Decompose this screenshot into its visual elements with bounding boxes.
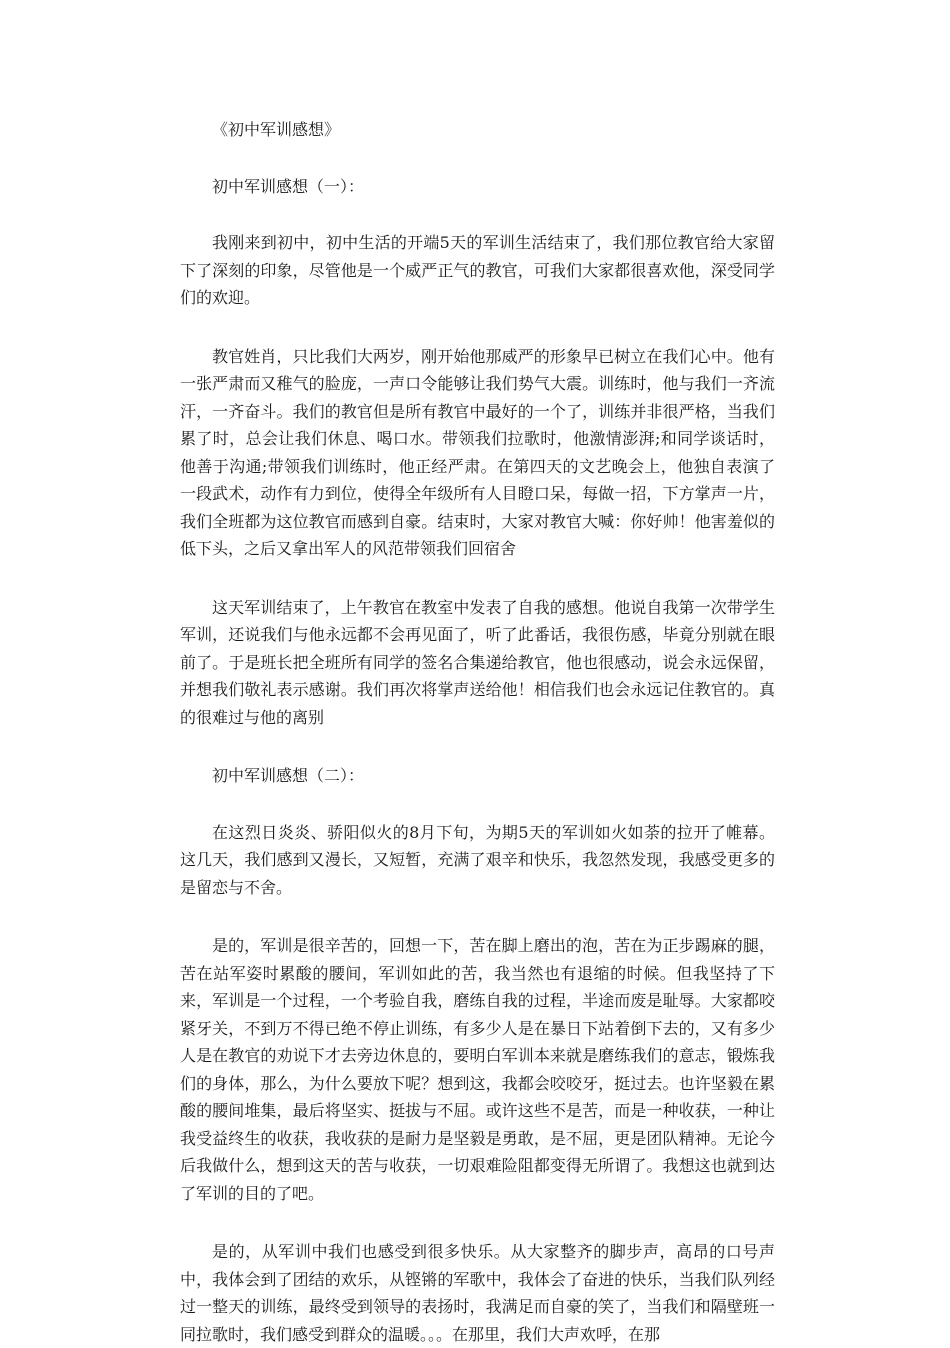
spacer [180, 200, 775, 229]
spacer [180, 312, 775, 343]
spacer [180, 901, 775, 932]
spacer [180, 1207, 775, 1238]
paragraph: 我刚来到初中，初中生活的开端5天的军训生活结束了，我们那位教官给大家留下了深刻的印象，尽管他是一个威严正气的教官，可我们大家都很喜欢他，深受同学们的欢迎。 [180, 233, 775, 307]
document-page [180, 116, 775, 1348]
section-1-heading: 初中军训感想（一）： [212, 176, 365, 196]
paragraph: 是的，军训是很辛苦的，回想一下，苦在脚上磨出的泡，苦在为正步踢麻的腿，苦在站军姿时累酸的腰间，军训如此的苦，我当然也有退缩的时候。但我坚持了下来，军训是一个过程，一个考验自我，磨练自我的过程，半途而废是耻辱。大家都咬紧牙关，不到万不得已绝不停止训练，有多少人是在暴日下站着倒下去的，又有多少人是在教官的劝说下才去旁边休息的，要明白军训本来就是磨练我们的意志，锻炼我们的身体，那么，为什么要放下呢？想到这，我都会咬咬牙，挺过去。也许坚毅在累酸的腰间堆集，最后将坚实、挺拔与不屈。或许这些不是苦，而是一种收获，一种让我受益终生的收获，我收获的是耐力是坚毅是勇敢，是不屈，更是团队精神。无论今后我做什么，想到这天的苦与收获，一切艰难险阻都变得无所谓了。我想这也就到达了军训的目的了吧。 [180, 936, 775, 1203]
spacer [180, 563, 775, 594]
paragraph: 教官姓肖，只比我们大两岁，刚开始他那威严的形象早已树立在我们心中。他有一张严肃而又稚气的脸庞，一声口令能够让我们势气大震。训练时，他与我们一齐流汗，一齐奋斗。我们的教官但是所有教官中最好的一个了，训练并非很严格，当我们累了时，总会让我们休息、喝口水。带领我们拉歌时，他激情澎湃;和同学谈话时，他善于沟通;带领我们训练时，他正经严肃。在第四天的文艺晚会上，他独自表演了一段武术，动作有力到位，使得全年级所有人目瞪口呆，每做一招，下方掌声一片，我们全班都为这位教官而感到自豪。结束时，大家对教官大喊：你好帅！他害羞似的低下头，之后又拿出军人的风范带领我们回宿舍 [180, 346, 775, 558]
spacer [180, 731, 775, 762]
paragraph: 是的，从军训中我们也感受到很多快乐。从大家整齐的脚步声，高昂的口号声中，我体会到了团结的欢乐，从铿锵的军歌中，我体会了奋进的快乐，当我们队列经过一整天的训练，最终受到领导的表扬时，我满足而自豪的笑了，当我们和隔壁班一同拉歌时，我们感受到群众的温暖。。。在那里，我们大声欢呼，在那 [180, 1242, 775, 1344]
section-2-heading: 初中军训感想（二）： [212, 766, 365, 785]
paragraph: 这天军训结束了，上午教官在教室中发表了自我的感想。他说自我第一次带学生军训，还说我们与他永远都不会再见面了，听了此番话，我很伤感，毕竟分别就在眼前了。于是班长把全班所有同学的签名合集递给教官，他也很感动，说会永远保留，并想我们敬礼表示感谢。我们再次将掌声送给他！相信我们也会永远记住教官的。真的很难过与他的离别 [180, 597, 775, 727]
document-title: 《初中军训感想》 [212, 120, 341, 139]
spacer [180, 144, 775, 173]
spacer [180, 790, 775, 819]
paragraph: 在这烈日炎炎、骄阳似火的8月下旬，为期5天的军训如火如荼的拉开了帷幕。这几天，我们感到又漫长，又短暂，充满了艰辛和快乐，我忽然发现，我感受更多的是留恋与不舍。 [180, 822, 775, 897]
